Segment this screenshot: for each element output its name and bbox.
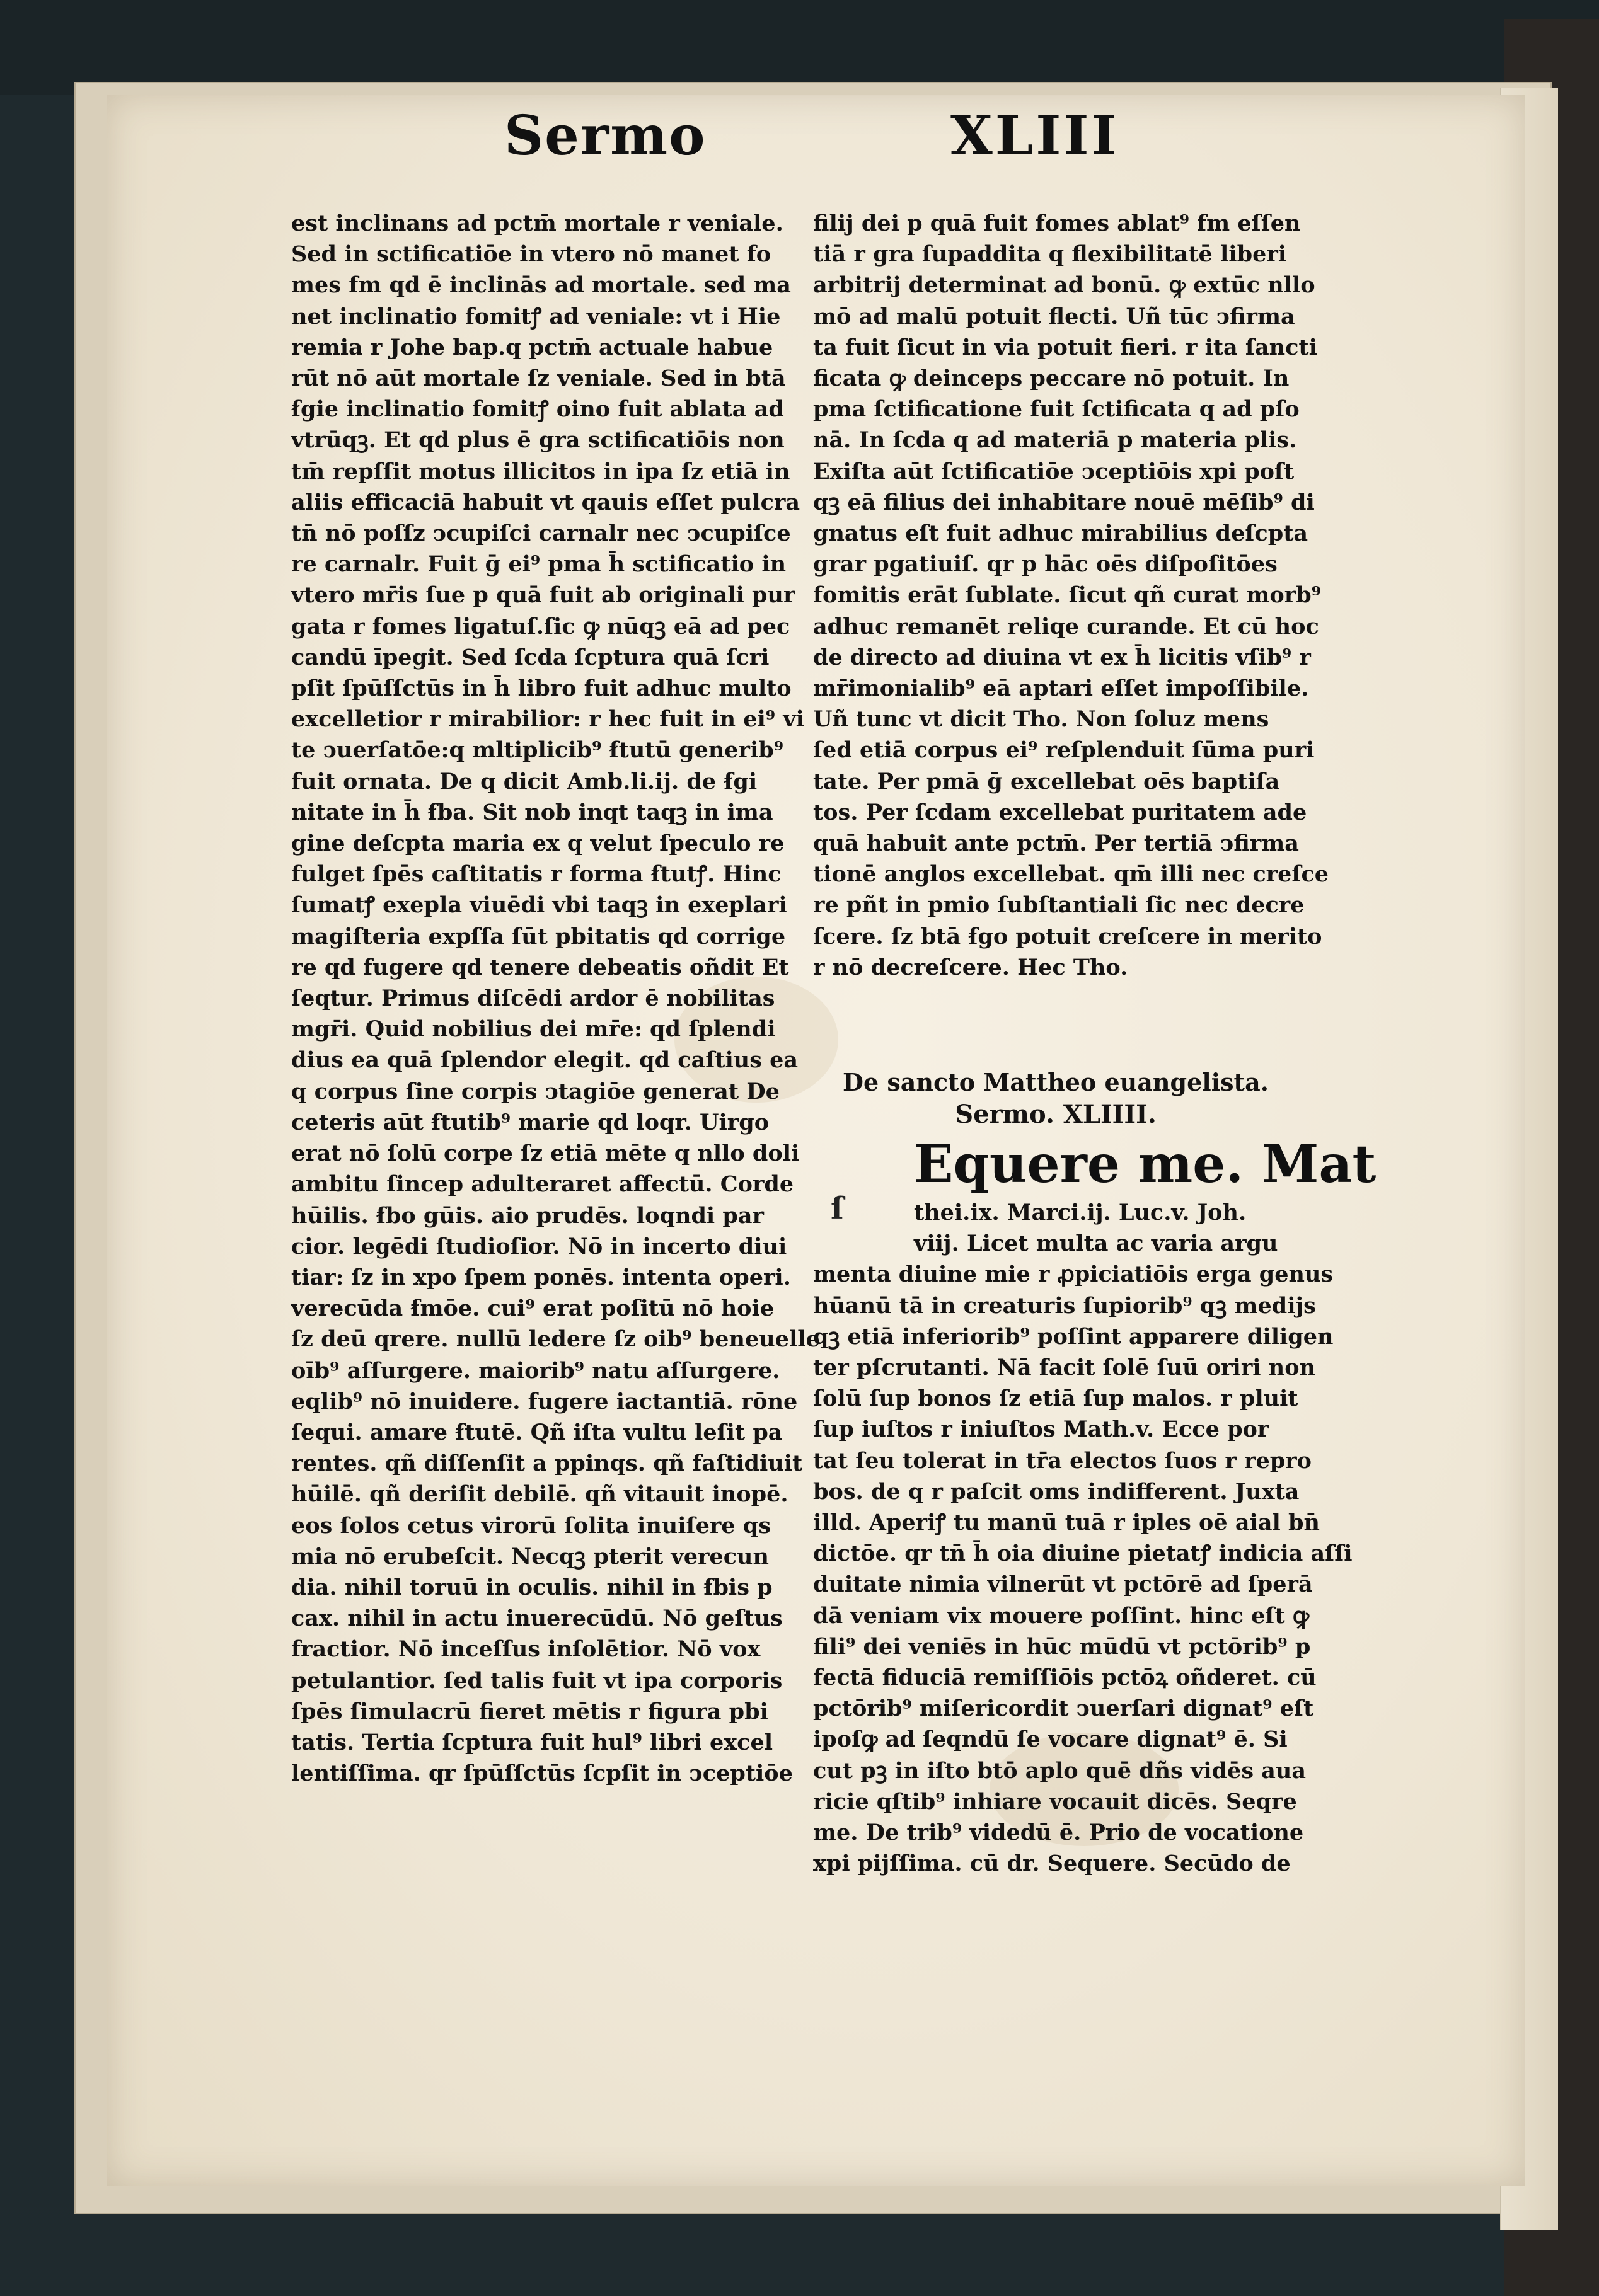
text-line: thei.ix. Marci.ij. Luc.v. Joh. [914,1200,1247,1225]
text-line: fractior. Nō inceſſus inſolētior. Nō vox [291,1636,761,1663]
text-line: aliis efficaciā habuit vt qauis eſſet pulcra [291,489,800,515]
text-line: ẜgie inclinatio fomitꝭ oino fuit ablata ad [291,396,784,423]
text-line: est inclinans ad pctm̄ mortale r veniale. [291,210,783,236]
text-line: oīb⁹ aſſurgere. maiorib⁹ natu aſſurgere. [291,1357,780,1384]
text-line: vtrūqꝫ. Et qd plus ē gra sctificatiōis non [291,427,785,454]
text-line: te ↄuerſatōe:q mltiplicib⁹ ẜtutū generib⁹ [291,737,784,764]
text-line: qꝫ etiā inferiorib⁹ poſſint apparere diligen [813,1323,1334,1350]
text-line: re carnalr. Fuit ḡ ei⁹ pma h̄ sctificatio in [291,551,787,578]
text-line: ſeqtur. Primus diſcēdi ardor ē nobilitas [291,985,775,1012]
text-line: tos. Per ſcdam excellebat puritatem ade [813,799,1307,825]
text-line: de directo ad diuina vt ex h̄ licitis vſib⁹ r [813,644,1311,670]
right-text-column [813,208,1329,983]
text-line: rūt nō aūt mortale ſz veniale. Sed in btā [291,365,786,392]
text-line: dictōe. qr tn̄ h̄ oia diuine pietatꝭ indicia aſſi [813,1541,1353,1567]
text-line: ta fuit ſicut in via potuit fieri. r ita ſancti [813,334,1317,360]
left-text-column [291,208,820,1789]
text-line: dā veniam vix mouere poſſint. hinc eſt ꝙ [813,1602,1310,1629]
text-line: tiā r gra ſupaddita q flexibilitatē liberi [813,241,1287,268]
text-line: nitate in h̄ ẜba. Sit nob inqt taqꝫ in ima [291,799,773,825]
text-line: r nō decreſcere. Hec Tho. [813,954,1128,980]
text-line: excelletior r mirabilior: r hec fuit in ei⁹ vi [291,706,804,733]
text-line: net inclinatio fomitꝭ ad veniale: vt i Hie [291,303,781,330]
text-line: tatis. Tertia ſcptura fuit hul⁹ libri excel [291,1729,773,1755]
text-line: hūanū tā in creaturis ſupiorib⁹ qꝫ medijs [813,1292,1316,1319]
text-line: rentes. qñ diſſenſit a ppinqs. qñ faſtidiuit [291,1450,803,1477]
text-line: fuit ornata. De q dicit Amb.li.ij. de ẜgi [291,768,758,795]
text-line: q corpus ſine corpis ↄtagiōe generat De [291,1078,780,1105]
sermon-body-text [813,1197,1353,1879]
text-line: re pñt in pmio ſubſtantiali ſic nec decre [813,892,1305,919]
text-line: adhuc remanēt reliqe curande. Et cū hoc [813,613,1319,640]
text-line: tiar: ſz in xpo ſpem ponēs. intenta operi. [291,1264,791,1290]
text-line: pma ſctificatione fuit ſctificata q ad pſo [813,396,1300,423]
text-line: mes fm qd ē inclinās ad mortale. sed ma [291,272,791,299]
text-line: Sed in sctificatiōe in vtero nō manet fo [291,241,771,268]
guide-letter: ſ [831,1191,844,1226]
running-head [0,104,1599,180]
text-line: ter pſcrutanti. Nā facit ſolē ſuū oriri non [813,1355,1315,1381]
text-line: qꝫ eā filius dei inhabitare nouē mēſib⁹ di [813,489,1315,515]
text-line: tate. Per pmā ḡ excellebat oēs baptiſa [813,768,1280,795]
text-line: remia r Johe bap.q pctm̄ actuale habue [291,334,773,360]
text-line: fectā fiduciā remiſſiōis pctōꝝ oñderet. cū [813,1665,1317,1691]
running-head-left: Sermo [504,104,707,168]
text-line: me. De trib⁹ videdū ē. Prio de vocatione [813,1820,1304,1846]
text-line: dia. nihil toruū in oculis. nihil in ẜbis p [291,1574,773,1600]
text-line: illd. Aperiꝭ tu manū tuā r iples oē aial bn̄ [813,1510,1320,1536]
text-line: pctōrib⁹ miſericordit ↄuerſari dignat⁹ eſt [813,1696,1314,1722]
text-line: ipoſꝙ ad ſeqndū ſe vocare dignat⁹ ē. Si [813,1726,1288,1753]
text-line: nā. In ſcda q ad materiā p materia plis. [813,427,1297,454]
text-line: lentiſſima. qr ſpūſſctūs ſcpſit in ↄceptiōe [291,1760,793,1787]
text-line: eos ſolos cetus virorū ſolita inuiſere qs [291,1512,771,1539]
text-line: ficata ꝙ deinceps peccare nō potuit. In [813,365,1290,392]
text-line: ſpēs ſimulacrū fieret mētis r figura pbi [291,1698,768,1725]
running-head-right: XLIII [950,104,1119,168]
text-line: tn̄ nō poſſz ↄcupiſci carnalr nec ↄcupiſce [291,520,791,547]
text-line: eqlib⁹ nō inuidere. fugere iactantiā. rōne [291,1388,798,1415]
text-line: duitate nimia vilnerūt vt pctōrē ad ſperā [813,1571,1313,1598]
text-line: mgr̄i. Quid nobilius dei mr̄e: qd ſplendi [291,1016,776,1043]
text-line: vtero mr̄is ſue p quā fuit ab originali pur [291,582,795,609]
text-line: fulget ſpēs caſtitatis r forma ẜtutꝭ. Hinc [291,861,782,888]
text-line: cior. legēdi ſtudioſior. Nō in incerto diui [291,1233,787,1260]
text-line: fili⁹ dei veniēs in hūc mūdū vt pctōrib⁹ p [813,1633,1311,1660]
text-line: re qd fugere qd tenere debeatis oñdit Et [291,954,789,980]
text-line: candū īpegit. Sed ſcda ſcptura quā ſcri [291,644,770,670]
text-line: cax. nihil in actu inuerecūdū. Nō geſtus [291,1605,783,1632]
text-line: petulantior. ſed talis fuit vt ipa corporis [291,1667,783,1694]
text-line: ſumatꝭ exepla viuēdi vbi taqꝫ in exeplari [291,892,787,919]
text-line: tionē anglos excellebat. qm̄ illi nec creſce [813,861,1329,888]
text-line: gata r fomes ligatuſ.ſic ꝙ nūqꝫ eā ad pec [291,613,790,640]
text-line: magiſteria expſſa ſūt pbitatis qd corrige [291,923,786,950]
text-line: ſolū ſup bonos ſz etiā ſup malos. r pluit [813,1386,1298,1412]
text-line: gine deſcpta maria ex q velut ſpeculo re [291,830,785,857]
text-line: mia nō erubeſcit. Necqꝫ pterit verecun [291,1543,769,1570]
text-line: ſequi. amare ẜtutē. Qñ iſta vultu leſit pa [291,1419,783,1445]
text-line: xpi pijſſima. cū dr. Sequere. Secūdo de [813,1851,1291,1877]
text-line: filij dei p quā fuit fomes ablat⁹ fm eſſen [813,210,1301,236]
sermon-incipit: Equere me. Mat [914,1134,1377,1195]
text-line: arbitrij determinat ad bonū. ꝙ extūc nllo [813,272,1315,299]
sermon-number: Sermo. XLIIII. [955,1099,1157,1129]
text-line: bos. de q r paſcit oms indifferent. Juxta [813,1478,1300,1505]
scanner-backdrop [0,0,1599,95]
sermon-rubric: De sancto Mattheo euangelista. [843,1068,1269,1096]
text-line: Exiſta aūt ſctificatiōe ↄceptiōis xpi poſt [813,458,1295,485]
text-line: fomitis erāt ſublate. ſicut qñ curat morb⁹ [813,582,1321,609]
text-line: gnatus eſt fuit adhuc mirabilius deſcpta [813,520,1308,547]
text-line: grar pgatiuiſ. qr p hāc oēs diſpoſitōes [813,551,1278,578]
text-line: tm̄ repſſit motus illicitos in ipa ſz etiā in [291,458,790,485]
text-line: quā habuit ante pctm̄. Per tertiā ↄfirma [813,830,1299,857]
text-line: menta diuine mie r ꝓpiciatiōis erga genus [813,1261,1334,1288]
text-line: Uñ tunc vt dicit Tho. Non ſoluz mens [813,706,1269,733]
text-line: ſup iuſtos r iniuſtos Math.v. Ecce por [813,1416,1269,1443]
text-line: mr̄imonialib⁹ eā aptari eſſet impoſſibile. [813,675,1309,702]
text-line: ſz deū qrere. nullū ledere ſz oib⁹ beneuelle [291,1326,820,1353]
text-line: hūilis. ẜbo gūis. aio prudēs. loqndi par [291,1202,764,1229]
text-line: ambitu ſincep adulteraret affectū. Corde [291,1171,794,1198]
text-line: ceteris aūt ẜtutib⁹ marie qd loqr. Uirgo [291,1109,770,1135]
text-line: dius ea quā ſplendor elegit. qd caſtius ea [291,1047,799,1074]
text-line: ſed etiā corpus ei⁹ reſplenduit ſūma puri [813,737,1315,764]
text-line: mō ad malū potuit flecti. Uñ tūc ↄfirma [813,303,1295,330]
text-line: pſit ſpūſſctūs in h̄ libro fuit adhuc multo [291,675,792,702]
text-line: erat nō ſolū corpe ſz etiā mēte q nllo doli [291,1140,800,1167]
text-line: hūilē. qñ deriſit debilē. qñ vitauit inopē. [291,1481,788,1508]
text-line: verecūda ẜmōe. cui⁹ erat poſitū nō hoie [291,1295,775,1322]
text-line: tat ſeu tolerat in tr̄a electos ſuos r repro [813,1447,1312,1474]
text-line: cut pꝫ in iſto btō aplo quē dñs vidēs aua [813,1757,1307,1784]
text-line: ſcere. ſz btā ẜgo potuit creſcere in merito [813,923,1322,950]
text-line: viij. Licet multa ac varia argu [914,1231,1278,1257]
text-line: ricie qſtib⁹ inhiare vocauit dicēs. Seqre [813,1788,1297,1815]
